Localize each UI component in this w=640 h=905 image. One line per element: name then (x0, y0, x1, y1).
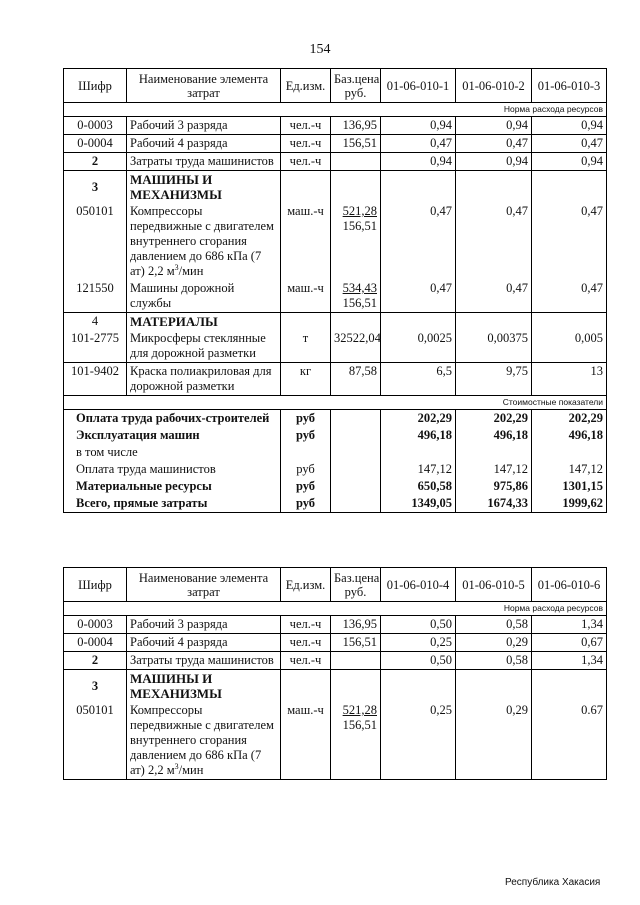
page-number: 154 (309, 42, 331, 57)
total-row: Материальные ресурсы руб 650,58 975,86 1301,15 (64, 478, 607, 495)
total-row: Оплата труда машинистов руб 147,12 147,12 147,12 (64, 461, 607, 478)
table-header-row (64, 69, 607, 103)
table-row: 101-9402 Краска полиакриловая для дорожной разметки кг 87,58 6,5 9,75 13 (64, 363, 607, 396)
header-base-price: Баз.цена руб. (331, 69, 381, 103)
header-name: Наименование элемента затрат (127, 568, 281, 602)
table-row: 0-0004 Рабочий 4 разряда чел.-ч 156,51 0,25 0,29 0,67 (64, 634, 607, 652)
table-row: 121550 Машины дорожной службы маш.-ч 534,43 156,51 0,47 0,47 0,47 (64, 280, 607, 313)
subheader-norm: Норма расхода ресурсов (64, 602, 607, 616)
section-row-machines: 3 МАШИНЫ И МЕХАНИЗМЫ (64, 670, 607, 703)
footer-region: Республика Хакасия (505, 877, 601, 888)
header-col-6: 01-06-010-6 (532, 568, 607, 602)
table-row: 0-0004 Рабочий 4 разряда чел.-ч 156,51 0,47 0,47 0,47 (64, 135, 607, 153)
table-row: 050101 Компрессоры передвижные с двигателем внутреннего сгорания давлением до 686 кПа (7 ат) 2,2 $м^3$/мин маш.-ч 521,28 156,51 0,47 0,47 0,47 (64, 203, 607, 280)
section-row-materials: 4 МАТЕРИАЛЫ (64, 313, 607, 331)
table-row: 2 Затраты труда машинистов чел.-ч 0,50 0,58 1,34 (64, 652, 607, 670)
table-row: 0-0003 Рабочий 3 разряда чел.-ч 136,95 0,50 0,58 1,34 (64, 616, 607, 634)
header-name: Наименование элемента затрат (127, 69, 281, 103)
total-row: в том числе (64, 444, 607, 461)
table-header-row (64, 568, 607, 602)
subheader-cost: Стоимостные показатели (64, 396, 607, 410)
header-unit: Ед.изм. (281, 69, 331, 103)
header-code: Шифр (64, 568, 127, 602)
header-col-3: 01-06-010-3 (532, 69, 607, 103)
resource-table-2 (63, 567, 607, 780)
header-col-2: 01-06-010-2 (456, 69, 532, 103)
total-row: Оплата труда рабочих-строителей руб 202,29 202,29 202,29 (64, 410, 607, 428)
table-row: 0-0003 Рабочий 3 разряда чел.-ч 136,95 0,94 0,94 0,94 (64, 117, 607, 135)
total-row: Эксплуатация машин руб 496,18 496,18 496,18 (64, 427, 607, 444)
table-row: 101-2775 Микросферы стеклянные для дорожной разметки т 32522,04 0,0025 0,00375 0,005 (64, 330, 607, 363)
resource-table-1 (63, 68, 607, 513)
table-row: 050101 Компрессоры передвижные с двигателем внутреннего сгорания давлением до 686 кПа (7 ат) 2,2 $м^3$/мин маш.-ч 521,28 156,51 0,25 0,29 0.67 (64, 702, 607, 780)
header-col-4: 01-06-010-4 (381, 568, 456, 602)
header-base-price: Баз.цена руб. (331, 568, 381, 602)
total-row: Всего, прямые затраты руб 1349,05 1674,33 1999,62 (64, 495, 607, 513)
subheader-norm: Норма расхода ресурсов (64, 103, 607, 117)
header-unit: Ед.изм. (281, 568, 331, 602)
header-code: Шифр (64, 69, 127, 103)
section-row-machines: 3 МАШИНЫ И МЕХАНИЗМЫ (64, 171, 607, 204)
table-row: 2 Затраты труда машинистов чел.-ч 0,94 0,94 0,94 (64, 153, 607, 171)
header-col-1: 01-06-010-1 (381, 69, 456, 103)
header-col-5: 01-06-010-5 (456, 568, 532, 602)
